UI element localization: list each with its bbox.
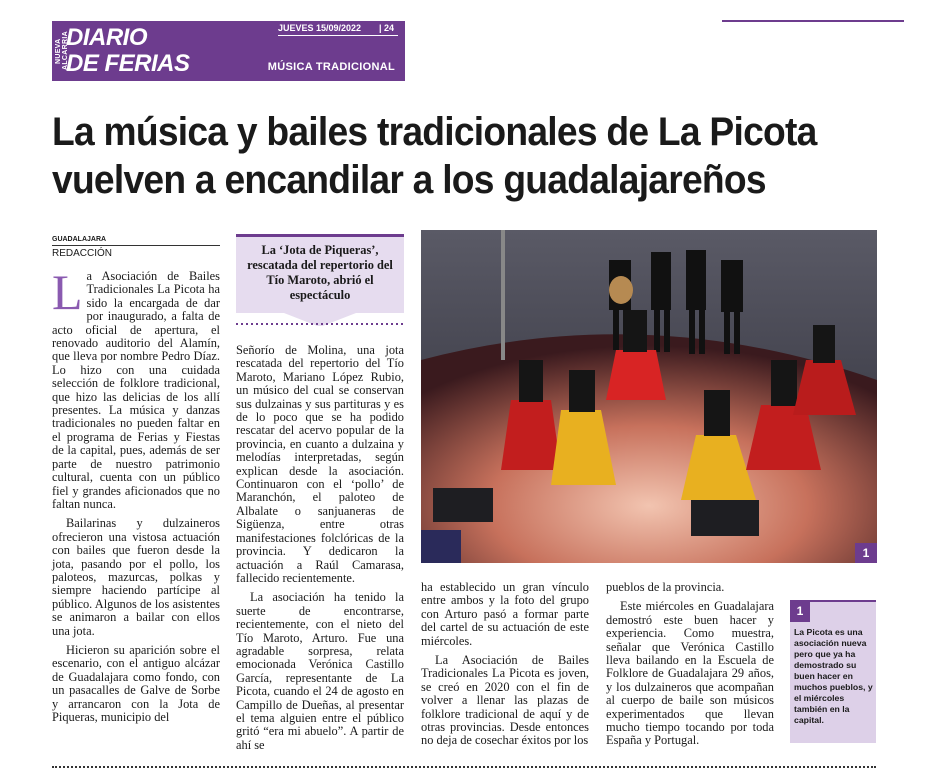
header-divider [278, 35, 398, 36]
article-paragraph: Este miércoles en Guadalajara demostró este buen hacer y experiencia. Como muestra, señalar que Verónica Castillo lleva bailando en la Escuela de Folklore de Guadalajara 29 años, y los dulzaineros que acompañan al cuerpo de baile son músicos experimentados que llevan mucho tiempo tocando por toda España y Portugal. [606, 599, 774, 748]
section-header [52, 21, 405, 81]
drop-cap: L [52, 264, 83, 320]
article-paragraph: ha establecido un gran vínculo entre ambos y la foto del grupo con Arturo pasó a formar parte del cartel de su actuación de este miércoles. [421, 580, 589, 648]
article-paragraph: La Asociación de Bailes Tradicionales La Picota es joven, se creó en 2020 con el fin de volver a llenar las plazas de folklore tradicional de aquí y de otras provincias. Desde entonces no deja de cosechar éxitos por los [421, 653, 589, 748]
publication-side-label: NUEVA ALCARRIA [55, 31, 69, 71]
pull-quote-pointer [236, 296, 404, 326]
article-paragraph: Señorío de Molina, una jota rescatada del repertorio del Tío Maroto, Mariano López Rubio, un músico del cual se conservan sus dulzainas y sus partituras y es de lo poco que se ha podido rescatar del acervo popular de la provincia, en cuanto a dulzaina y melodías interpretadas, según explican desde la asociación. Continuaron con el ‘pollo’ de Maranchón, el paloteo de Albalate o sanjuaneras de Sigüenza, entre otras manifestaciones folclóricas de la provincia. Y dedicaron la actuación a Raúl Camarasa, fallecido recientemente. [236, 343, 404, 585]
photo-number-badge: 1 [855, 543, 877, 563]
bottom-dotted-rule [52, 766, 876, 768]
header-title-line1: DIARIO [66, 24, 147, 51]
article-paragraph: Hicieron su aparición sobre el escenario, con el antiguo alcázar de Guadalajara como fondo, con un pasacalles de Galve de Sorbe y arrancaron con la Jota de Piqueras, municipio del [52, 642, 220, 724]
top-rule [722, 20, 904, 22]
article-paragraph: pueblos de la provincia. [606, 580, 725, 594]
headline-line1: La música y bailes tradicionales de La Picota [52, 110, 817, 154]
article-column-2 [236, 344, 404, 752]
location-kicker: GUADALAJARA [52, 236, 107, 243]
headline-line2: vuelven a encandilar a los guadalajareños [52, 158, 766, 202]
photo-caption-box [790, 600, 876, 743]
article-paragraph: La Asociación de Bailes Tradicionales La Picota ha sido la encargada de dar por inaugurado, a falta de acto oficial de apertura, el renovado auditorio del Alamín, que lleva por nombre Pedro Díaz. Lo hizo con una cuidada selección de folklore tradicional, que hizo las delicias de los allí presentes. La música y danzas tradicionales no pueden faltar en el programa de Ferias y Fiestas de la capital, pues, además de ser parte de nuestro patrimonio cultural, cuenta con un público fiel y grandes aficionados que no faltan nunca. [52, 264, 220, 511]
caption-text: La Picota es una asociación nueva pero que ya ha demostrado su buen hacer en muchos pueblos, y el miércoles también en la capital. [794, 627, 873, 725]
article-column-4 [606, 581, 774, 748]
photo-illustration [421, 230, 877, 563]
header-title-line2: DE FERIAS [66, 50, 190, 77]
page-number: | 24 [379, 23, 395, 33]
article-column-3 [421, 581, 589, 748]
kicker-rule [52, 245, 220, 246]
article-paragraph: Bailarinas y dulzaineros ofrecieron una vistosa actuación con bailes que fueron desde la jota, pasando por el pollo, los paloteos, mazurcas, polkas y siempre haciendo partícipe al público. Algunos de los asistentes se animaron a bailar con ellos una jota. [52, 516, 220, 638]
article-column-1 [52, 264, 220, 724]
section-name: MÚSICA TRADICIONAL [267, 61, 395, 73]
caption-number-badge: 1 [790, 600, 810, 622]
article-paragraph: La asociación ha tenido la suerte de encontrarse, recientemente, con el nieto del Tío Maroto, Arturo. Fue una agradable sorpresa, relata emocionada Verónica Castillo García, representante de La Picota, cuando el 24 de agosto en Campillo de Dueñas, al presentar el tema alguien entre el público gritó “era mi abuelo”. A partir de ahí se [236, 590, 404, 752]
pull-quote-text: La ‘Jota de Piqueras’, rescatada del repertorio del Tío Maroto, abrió el espectáculo [247, 243, 393, 302]
headline [52, 108, 852, 204]
dance-performance-photo [421, 230, 877, 563]
author-byline: REDACCIÓN [52, 248, 113, 259]
pull-quote [236, 234, 404, 303]
issue-date: JUEVES 15/09/2022 [278, 23, 362, 33]
